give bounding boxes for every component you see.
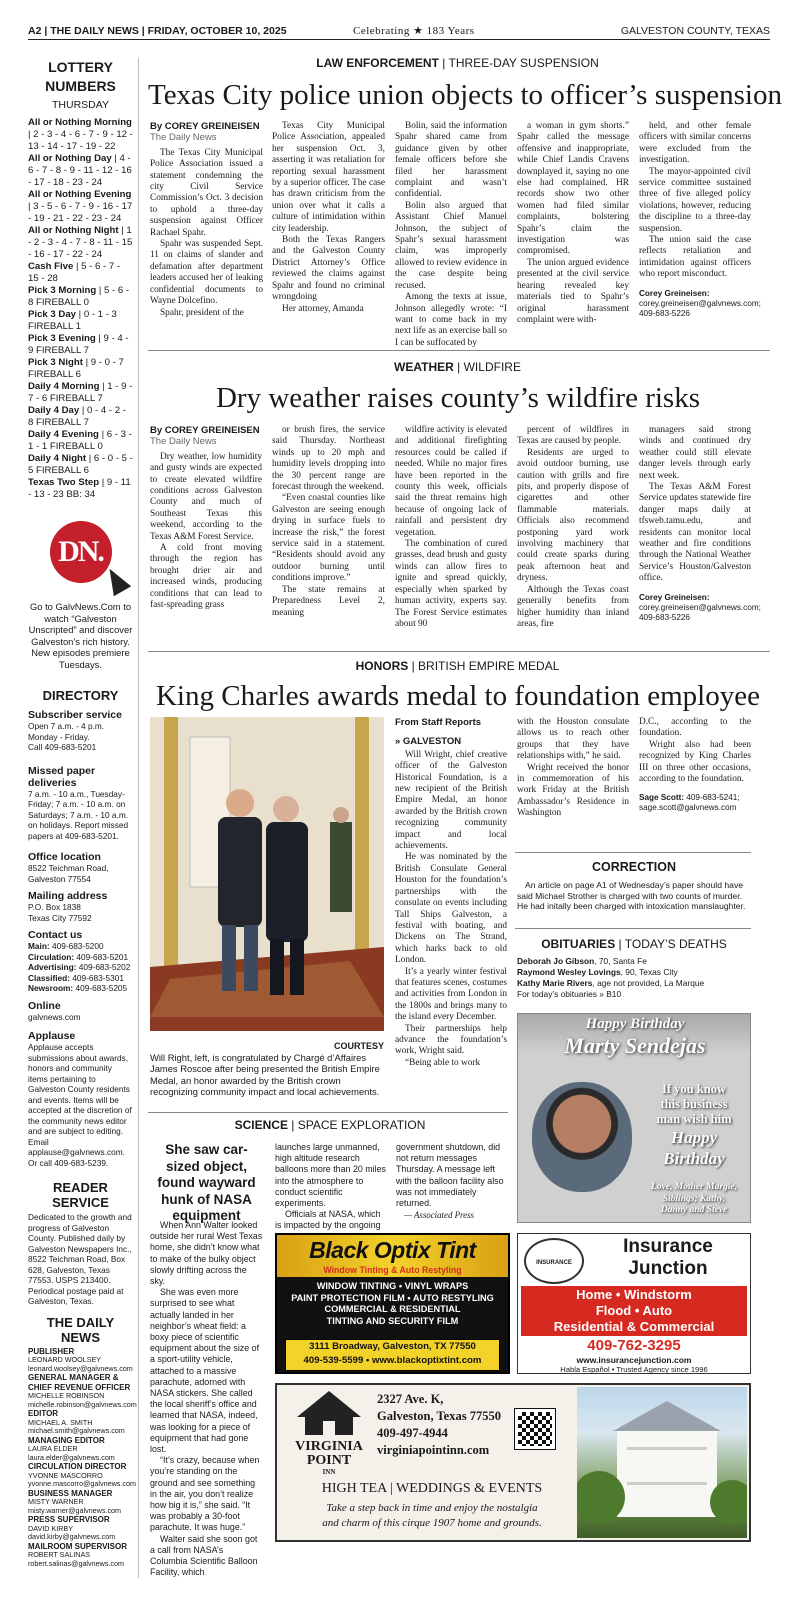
divider (515, 852, 751, 853)
contact-list (28, 941, 133, 994)
staff-name: ROBERT SALINAS (28, 1550, 91, 1559)
paragraph: D.C., according to the foundation. (639, 717, 751, 739)
paragraph: He was nominated by the British Consulate General Houston for the foundation’s partnerships with the consulate on events including Tall Ships Galveston, a festival with boating, and Dickens on The Strand, which harks back to old London. (395, 852, 507, 966)
staff-email[interactable]: misty.warner@galvnews.com (28, 1505, 122, 1515)
insurance-tagline: Habla Español • Trusted Agency since 1996 (560, 1365, 708, 1374)
paragraph: managers said strong winds and continued dry weather could still elevate danger levels through early next week. (639, 425, 751, 481)
contact-line: Newsroom: 409-683-5205 (28, 983, 128, 993)
story4-col1 (150, 1220, 263, 1579)
obits-more[interactable]: For today’s obituaries » B10 (517, 989, 622, 999)
staff-role: PUBLISHER (28, 1346, 75, 1356)
lottery-day: THURSDAY (52, 99, 109, 111)
staff-name: MISTY WARNER (28, 1497, 84, 1506)
story1-col1: By COREY GREINEISEN The Daily News The Texas City Municipal Police Association issued a statement condemning the city Civil Service Commission’s Oct. 3 decision to uphold a three-day suspension against Officer Rachael Spahr. Spahr was suspended Sept. 11 on claims of slander and defamation after department leaders accused her of leaking confidential documents to Wayne Dolcefino. Spahr, president of the (150, 121, 263, 318)
masthead-center: Celebrating ★ 183 Years (353, 25, 475, 37)
insurance-services: Home • Windstorm Flood • Auto Residential & Commercial (521, 1286, 747, 1336)
virginia-headline: HIGH TEA | WEDDINGS & EVENTS (321, 1481, 543, 1496)
story3-headline: King Charles awards medal to foundation employee (155, 680, 760, 712)
story2-col4 (517, 425, 629, 630)
page-masthead (28, 22, 770, 40)
mailing-line: P.O. Box 1838 (28, 902, 81, 912)
lottery-row: All or Nothing Evening | 3 - 5 - 6 - 7 - 9 - 16 - 17 - 19 - 21 - 22 - 23 - 24 (28, 189, 133, 224)
bday-line2: Marty Sendejas (564, 1033, 706, 1058)
paragraph: Bolin also argued that Assistant Chief Manuel Johnson, the subject of Spahr’s sexual harassment claim, was improperly allowed to review evidence in the case despite being recused. (395, 200, 507, 291)
story1-col4 (517, 121, 629, 326)
contact-line: Advertising: 409-683-5202 (28, 962, 131, 972)
paragraph: “Being able to work (405, 1057, 481, 1068)
virginia-contact: 2327 Ave. K, Galveston, Texas 77550 409-497-4944 virginiapointinn.com (377, 1392, 501, 1457)
paragraph: Residents are urged to avoid outdoor burning, use caution with grills and fire pits, and properly dispose of cigarettes and other flammable materials. Officials also recommend postponing yard work involving machinery that could create sparks during peak afternoon heat and dryness. (517, 447, 629, 584)
online-heading: Online (28, 999, 61, 1012)
story2-col1: By COREY GREINEISEN The Daily News Dry weather, low humidity and gusty winds are expected to create elevated wildfire conditions across Galveston County and much of Southeast Texas this weekend, according to the Texas A&M Forest Service. A cold front moving through the region has brought drier air and increased winds, producing conditions that can lead to fast-spreading grass (150, 425, 262, 611)
paragraph: The state remains at Preparedness Level 2, meaning (272, 584, 385, 618)
story4-col3 (396, 1142, 508, 1221)
story1-headline: Texas City police union objects to officer’s suspension (148, 79, 782, 111)
staff-role: EDITOR (28, 1409, 59, 1418)
photo-credit: COURTESY (333, 1041, 384, 1051)
divider (515, 928, 751, 929)
paragraph: percent of wildfires in Texas are caused by people. (517, 425, 629, 447)
staff-role: MANAGING EDITOR (28, 1435, 105, 1445)
office-line: 8522 Teichman Road, (28, 863, 109, 873)
obit-item: Deborah Jo Gibson, 70, Santa Fe (517, 956, 647, 966)
staff-role: MAILROOM SUPERVISOR (28, 1541, 127, 1551)
staff-email[interactable]: david.kirby@galvnews.com (28, 1532, 116, 1541)
lottery-row: Pick 3 Night | 9 - 0 - 7 FIREBALL 6 (28, 357, 124, 380)
house-icon (287, 1389, 371, 1435)
sidebar-divider (138, 58, 139, 1578)
paragraph: When Ann Walter looked outside her rural West Texas home, she didn’t know what to make of the bulky object slowly drifting across the sky. (150, 1220, 263, 1287)
subscriber-line: Call 409-683-5201 (28, 742, 97, 752)
virginia-point-inn-ad[interactable] (275, 1383, 751, 1542)
paragraph: Wright also had been recognized by King Charles III on three other occasions, according to the foundation. (639, 739, 751, 785)
staff-email[interactable]: robert.salinas@galvnews.com (28, 1558, 124, 1568)
staff-role: BUSINESS MANAGER (28, 1488, 113, 1498)
insurance-seal-icon: INSURANCE (524, 1238, 584, 1284)
staff-email[interactable]: laura.elder@galvnews.com (28, 1452, 115, 1462)
obit-item: Raymond Wesley Lovings, 90, Texas City (517, 967, 678, 977)
paragraph: government shutdown, did not return messages Thursday. A message left with the balloon facility also was not immediately returned. (396, 1142, 504, 1209)
staff-name: YVONNE MASCORRO (28, 1470, 103, 1480)
paragraph: Wright received the honor in commemoration of his work Friday at the British Ambassador’s Residence in Washington (517, 762, 629, 819)
lottery-row: All or Nothing Morning | 2 - 3 - 4 - 6 - 7 - 9 - 12 - 13 - 14 - 17 - 19 - 22 (28, 117, 133, 152)
inn-building-illustration (577, 1387, 747, 1538)
story2-headline: Dry weather raises county’s wildfire risks (215, 382, 700, 414)
obits-kicker: OBITUARIES | TODAY’S DEATHS (541, 937, 727, 951)
story1-col3 (395, 121, 507, 349)
staff-name: MICHELLE ROBINSON (28, 1391, 105, 1400)
insurance-web: www.insurancejunction.com (576, 1355, 692, 1365)
staff-name: LEONARD WOOLSEY (28, 1355, 102, 1364)
applause-heading: Applause (28, 1030, 76, 1042)
contact-line: Classified: 409-683-5301 (28, 972, 124, 983)
story4-source: — Associated Press (404, 1210, 475, 1221)
paragraph: It’s a yearly winter festival that features scenes, costumes and activities from London in the 1800s and brings many to the island every December. (395, 966, 507, 1023)
paragraph: Officials at NASA, which is impacted by the ongoing (275, 1209, 381, 1231)
insurance-junction-ad[interactable] (517, 1233, 751, 1374)
contact-line: Main: 409-683-5200 (28, 941, 104, 951)
story3-col1: From Staff Reports » GALVESTON Will Wright, chief creative officer of the Galveston Historical Foundation, is a new recipient of the British Empire Medal, an honor awarded by the British crown recognizing community impact and local achievements. He was nominated by the British Consulate General Houston for the foundation’s partnerships with the consulate on events including Tall Ships Galveston, a festival with boating, and Dickens on The Strand, which harks back to old London. It’s a yearly winter festival that features scenes, costumes and activities from London in the 1800s and brings many to the island every December. Their partnerships help advance the foundation’s work, Wright said. “Being able to work (395, 717, 507, 1068)
portrait-photo (532, 1082, 632, 1192)
correction-text: An article on page A1 of Wednesday’s paper should have said Michael Strother is charged with two counts of murder. He had initally been charged with intoxication manslaughter. (517, 880, 746, 912)
lottery-list (28, 117, 133, 501)
staff-role: CIRCULATION DIRECTOR (28, 1462, 127, 1471)
story4-headline: She saw car-sized object, found wayward hunk of NASA equipment (157, 1142, 256, 1223)
story1-kicker: LAW ENFORCEMENT | THREE-DAY SUSPENSION (316, 56, 599, 70)
paragraph: Bolin, said the information Spahr shared came from guidance given by other female officers before she filed her harassment complaint and wasn’t confidential. (395, 121, 507, 200)
lottery-row: Daily 4 Morning | 1 - 9 - 7 - 6 FIREBALL 7 (28, 381, 133, 404)
paragraph: Spahr, president of the (160, 307, 244, 318)
paragraph: Will Wright, chief creative officer of the Galveston Historical Foundation, is a new recipient of the British Empire Medal, an honor awarded by the British crown recognizing community impact and local achievements. (395, 749, 507, 852)
story1-col5 (639, 121, 761, 319)
story3-col2 (517, 717, 629, 820)
staff-email[interactable]: yvonne.mascorro@galvnews.com (28, 1479, 136, 1488)
lottery-row: Pick 3 Day | 0 - 1 - 3 FIREBALL 1 (28, 309, 117, 332)
story2-col5 (639, 425, 761, 623)
story2-col3 (395, 425, 507, 630)
paragraph: “Even coastal counties like Galveston are seeing enough drying in surface fuels to increase the risk,” the forest service said in a statement. “Residents should avoid any outdoor burning until conditions improve.” (272, 493, 385, 584)
reader-service-text: Dedicated to the growth and progress of Galveston County. Published daily by Galveston Newspapers Inc., 8522 Teichman Road, Box 628, Galveston, Texas 77553. USPS 213400. Periodical postage paid at Galveston, Texas. (28, 1212, 132, 1306)
birthday-ad[interactable] (517, 1013, 751, 1223)
subscriber-line: Monday - Friday. (28, 731, 90, 742)
paragraph: Dry weather, low humidity and gusty winds are expected to create elevated wildfire conditions across Galveston County and much of Southeast Texas this weekend, according to the Texas A&M Forest Service. (150, 451, 262, 542)
bday-line1: Happy Birthday (585, 1016, 685, 1032)
photo-caption: Will Right, left, is congratulated by Chargé d’Affaires James Roscoe after being presented the British Empire Medal, an honor awarded by the British crown recognizing community impact and local achievements. (150, 1052, 380, 1097)
paragraph: “It’s crazy, because when you’re standing on the ground and see something in the air, you don’t realize how big it is,” she said. “It was probably a 30-foot parachute. It was huge.” (150, 1455, 260, 1533)
staff-role: GENERAL MANAGER & CHIEF REVENUE OFFICER (28, 1373, 131, 1392)
paragraph: The combination of cured grasses, dead brush and gusty winds can allow fires to ignite and spread quickly, especially when sparked by human activity, experts say. The Forest Service estimates about 90 (395, 539, 507, 629)
paragraph: Her attorney, Amanda (282, 303, 364, 314)
staff-email[interactable]: leonard.woolsey@galvnews.com (28, 1363, 133, 1373)
dn-promo: Go to GalvNews.Com to watch “Galveston Unscripted” and discover Galveston’s rich history. New episodes premiere Tuesdays. (28, 601, 133, 670)
correction-title: CORRECTION (591, 860, 677, 874)
lottery-row: Pick 3 Evening | 9 - 4 - 9 FIREBALL 7 (28, 333, 129, 356)
staff-title: THE DAILY NEWS (46, 1314, 115, 1345)
bday-message: If you know this business man wish him Happy Birthday (656, 1082, 732, 1168)
inn-photo (577, 1387, 747, 1538)
paragraph: The Texas City Municipal Police Association issued a statement condemning the city Civil Service Commission’s Oct. 3 decision to uphold a three-day suspension against Officer Rachael Spahr. (150, 147, 263, 238)
obits-list (517, 956, 751, 1000)
paragraph: The union argued evidence presented at the civil service hearing revealed key materials tied to Spahr’s original harassment complaint were with- (517, 257, 629, 325)
staff-name: MICHAEL A. SMITH (28, 1417, 93, 1427)
paragraph: Both the Texas Rangers and the Galveston County District Attorney’s Office reviewed the claims against Spahr and found no criminal wrongdoing (272, 235, 385, 303)
story4-col2 (275, 1142, 387, 1232)
staff-email[interactable]: michael.smith@galvnews.com (28, 1426, 125, 1435)
story1-contact: Corey Greineisen: corey.greineisen@galvnews.com; 409-683-5226 (639, 288, 761, 318)
optix-tagline: Window Tinting & Auto Restyling (323, 1265, 462, 1275)
divider (148, 350, 770, 351)
lottery-row: Texas Two Step | 9 - 11 - 13 - 23 BB: 34 (28, 477, 131, 500)
paragraph: She was even more surprised to see what actually landed in her neighbor’s wheat field: a boxy piece of scientific equipment about the size of a sport-utility vehicle, attached to a massive parachute, adorned with NASA stickers. She called the local sheriff’s office and learned that NASA, indeed, was looking for a piece of equipment that had gone lost. (150, 1287, 260, 1455)
optix-services: WINDOW TINTING • VINYL WRAPS PAINT PROTECTION FILM • AUTO RESTYLING COMMERCIAL & RESIDENTIAL TINTING AND SECURITY FILM (291, 1281, 494, 1326)
optix-brand: Black Optix Tint (309, 1237, 476, 1263)
story1-col2 (272, 121, 385, 315)
insurance-phone: 409-762-3295 (587, 1337, 681, 1354)
divider (148, 1112, 508, 1113)
paragraph: Spahr was suspended Sept. 11 on claims of slander and defamation after department leaders accused her of leaking confidential documents to Wayne Dolcefino. (150, 239, 263, 307)
masthead-left: A2 | THE DAILY NEWS | FRIDAY, OCTOBER 10, 2025 (28, 25, 287, 37)
lottery-row: Pick 3 Morning | 5 - 6 - 8 FIREBALL 0 (28, 285, 130, 308)
photo-illustration (150, 717, 384, 1031)
black-optix-ad[interactable] (275, 1233, 510, 1374)
virginia-point-logo: VIRGINIA POINT INN (287, 1389, 371, 1479)
mailing-line: Texas City 77592 (28, 912, 92, 923)
left-sidebar (28, 58, 137, 1568)
paragraph: Although the Texas coast generally benefits from higher humidity than inland areas, fire (517, 584, 629, 629)
reader-service-title: READER SERVICE (52, 1180, 109, 1210)
paragraph: wildfire activity is elevated and additional firefighting resources could be called if needed. While no major fires have been reported in the county this week, officials said the threat remains high because of ongoing lack of rainfall and persistent dry vegetation. (395, 425, 507, 538)
qr-code-icon[interactable] (515, 1409, 555, 1449)
online-link[interactable]: galvnews.com (28, 1011, 81, 1022)
paragraph: Texas City Municipal Police Association, appealed her suspension Oct. 3, asserting it was retaliation for reporting sexual harassment by a superior officer. The case has drawn criticism from the union over what it calls a culture of intimidation within city leadership. (272, 121, 385, 234)
paragraph: The Texas A&M Forest Service updates statewide fire danger maps daily at tfsweb.tamu.edu, and residents can monitor local weather and fire conditions through the National Weather Service’s Houston/Galveston office. (639, 482, 751, 584)
paragraph: A cold front moving through the region has brought drier air and increased winds, producing conditions that can lead to fast-spreading grass (150, 543, 262, 611)
staff-name: LAURA ELDER (28, 1444, 78, 1453)
lottery-row: Daily 4 Evening | 6 - 3 - 1 - 1 FIREBALL 0 (28, 429, 132, 452)
office-heading: Office location (28, 851, 101, 863)
paragraph: or brush fires, the service said Thursday. Northeast winds up to 20 mph and humidity levels dropping into the 30 percent range are forecast through the weekend. (272, 425, 385, 493)
staff-role: PRESS SUPERVISOR (28, 1515, 110, 1524)
story2-kicker: WEATHER | WILDFIRE (394, 360, 521, 374)
bday-signature: Love, Mother Margie, Siblings; Kathy, Danny and Steve (650, 1182, 738, 1215)
staff-name: DAVID KIRBY (28, 1523, 73, 1533)
dn-logo[interactable]: DN. (50, 521, 112, 583)
staff-email[interactable]: michelle.robinson@galvnews.com (28, 1399, 137, 1409)
obit-item: Kathy Marie Rivers, age not provided, La Marque (517, 978, 705, 988)
subscriber-line: Open 7 a.m. - 4 p.m. (28, 721, 105, 731)
story3-col3 (639, 717, 751, 813)
lottery-row: Cash Five | 5 - 6 - 7 - 15 - 28 (28, 261, 121, 284)
divider (148, 651, 770, 652)
paragraph: held, and other female officers with similar concerns were excluded from the investigation. (639, 121, 751, 166)
story2-col2 (272, 425, 385, 619)
paragraph: a woman in gym shorts.” Spahr called the message offensive and inappropriate, while Chief Landis Cravens downplayed it, saying no one else had complained. HR records show two other women had filed similar complaints, bolstering Spahr’s claim the investigation was compromised. (517, 121, 629, 257)
story4-kicker: SCIENCE | SPACE EXPLORATION (234, 1118, 426, 1132)
cursor-icon (100, 564, 130, 597)
directory-title: DIRECTORY (42, 688, 119, 703)
paragraph: with the Houston consulate allows us to reach other groups that they have relationships with,” he said. (517, 717, 629, 762)
mailing-heading: Mailing address (28, 890, 108, 902)
paragraph: Among the texts at issue, Johnson allegedly wrote: “I want to come back in my next life as an exercise ball so I can be suffocated by (395, 292, 507, 348)
lottery-row: Daily 4 Day | 0 - 4 - 2 - 8 FIREBALL 7 (28, 405, 126, 428)
story3-kicker: HONORS | BRITISH EMPIRE MEDAL (355, 659, 560, 673)
medal-ceremony-photo (150, 717, 384, 1031)
lottery-title: LOTTERY NUMBERS (45, 59, 116, 94)
optix-contact-box: 3111 Broadway, Galveston, TX 77550 409-539-5599 • www.blackoptixtint.com (285, 1339, 500, 1371)
missed-text: 7 a.m. - 10 a.m., Tuesday-Friday; 7 a.m. - 10 a.m. on Saturdays; 7 a.m. - 10 a.m. on holidays. Report missed papers at 409-683-5201. (28, 788, 129, 841)
lottery-row: All or Nothing Night | 1 - 2 - 3 - 4 - 7 - 8 - 11 - 15 - 16 - 17 - 22 - 24 (28, 225, 133, 260)
paragraph: Their partnerships help advance the foundation’s work, Wright said. (395, 1023, 507, 1057)
paragraph: launches large unmanned, high altitude research balloons more than 20 miles into the atmosphere to conduct scientific experiments. (275, 1142, 386, 1209)
story3-contact: Sage Scott: 409-683-5241; sage.scott@galvnews.com (639, 793, 740, 813)
applause-text: Applause accepts submissions about awards, honors and community items pertaining to Galveston County residents and events. Items will be accepted at the discretion of the community news editor and are subject to editing. Email applause@galvnews.com. Or call 409-683-5239. (28, 1042, 132, 1168)
paragraph: The mayor-appointed civil service committee sustained three of five alleged policy violations, however, reducing the discipline to a three-day suspension. (639, 166, 751, 234)
missed-heading: Missed paper deliveries (28, 764, 96, 789)
lottery-row: All or Nothing Day | 4 - 6 - 7 - 8 - 9 - 11 - 12 - 16 - 17 - 18 - 23 - 24 (28, 153, 132, 188)
staff-list (28, 1346, 137, 1569)
virginia-tagline: Take a step back in time and enjoy the nostalgia and charm of this cirque 1907 home and grounds. (322, 1502, 542, 1529)
lottery-row: Daily 4 Night | 6 - 0 - 5 - 5 FIREBALL 6 (28, 453, 133, 476)
paragraph: The union said the case reflects retaliation and intimidation against officers who report misconduct. (639, 235, 751, 280)
subscriber-heading: Subscriber service (28, 709, 122, 721)
insurance-title: Insurance Junction (623, 1236, 713, 1279)
contact-line: Circulation: 409-683-5201 (28, 951, 129, 962)
story2-contact: Corey Greineisen: corey.greineisen@galvnews.com; 409-683-5226 (639, 592, 761, 622)
masthead-right: GALVESTON COUNTY, TEXAS (620, 25, 770, 37)
office-line: Galveston 77554 (28, 873, 91, 884)
contact-heading: Contact us (28, 929, 83, 941)
paragraph: Walter said she soon got a call from NASA’s Columbia Scientific Balloon Facility, which (150, 1533, 258, 1578)
